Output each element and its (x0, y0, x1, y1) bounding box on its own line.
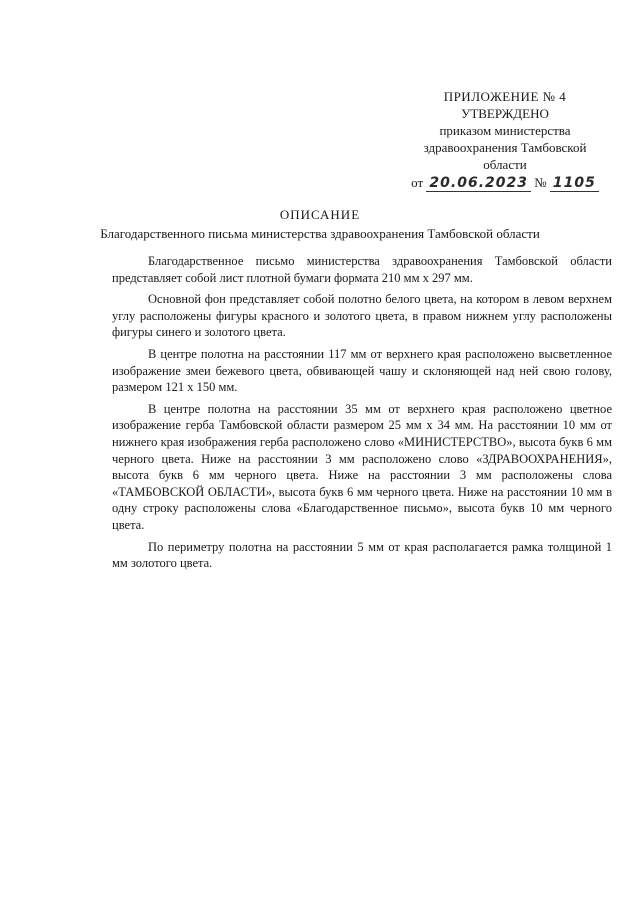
order-date: 20.06.2023 (426, 175, 531, 192)
date-prefix: от (411, 175, 424, 190)
approval-stamp-block (400, 88, 610, 192)
title-block (0, 206, 640, 242)
approved-label: УТВЕРЖДЕНО (461, 106, 549, 121)
appendix-label: ПРИЛОЖЕНИЕ № 4 (443, 89, 567, 104)
order-line-3: области (483, 157, 527, 172)
paragraph-5: По периметру полотна на расстоянии 5 мм от края располагается рамка толщиной 1 мм золотого цвета. (112, 539, 612, 571)
order-number: 1105 (550, 175, 599, 192)
paragraph-1: Благодарственное письмо министерства здравоохранения Тамбовской области представляет собой лист плотной бумаги формата 210 мм х 297 мм. (112, 254, 612, 285)
order-line-2: здравоохранения Тамбовской (423, 140, 587, 155)
document-body (112, 253, 612, 577)
paragraph-2: Основной фон представляет собой полотно белого цвета, на котором в левом верхнем углу расположены фигуры красного и золотого цвета, в правом нижнем углу расположены фигуры синего и золотого цвета. (112, 292, 612, 340)
order-date-line (400, 174, 610, 192)
document-subtitle: Благодарственного письма министерства здравоохранения Тамбовской области (100, 226, 540, 241)
paragraph-4: В центре полотна на расстоянии 35 мм от верхнего края расположено цветное изображение герба Тамбовской области размером 25 мм х 34 мм. На расстоянии 10 мм от нижнего края изображения герба расположено слово «МИНИСТЕРСТВО», высота букв 6 мм черного цвета. Ниже на расстоянии 3 мм расположено слово «ЗДРАВООХРАНЕНИЯ», высота букв 6 мм черного цвета. Ниже на расстоянии 3 мм расположены слова «ТАМБОВСКОЙ ОБЛАСТИ», высота букв 6 мм черного цвета. Ниже на расстоянии 10 мм в одну строку расположены слова «Благодарственное письмо», высота букв 10 мм черного цвета. (112, 401, 612, 532)
number-prefix: № (534, 175, 547, 190)
paragraph-3: В центре полотна на расстоянии 117 мм от верхнего края расположено высветленное изображение змеи бежевого цвета, обвивающей чашу и склоняющей над ней свою голову, размером 121 х 150 мм. (112, 346, 612, 395)
document-title: ОПИСАНИЕ (279, 207, 361, 222)
order-line-1: приказом министерства (439, 123, 571, 138)
